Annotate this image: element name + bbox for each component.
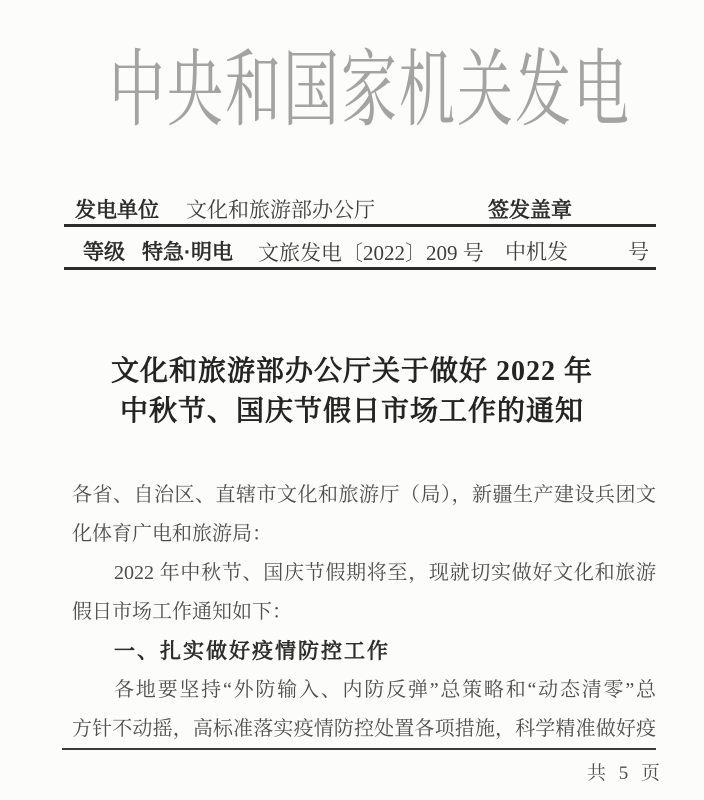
page-count: 共 5 页 — [586, 763, 664, 784]
body-line: 假日市场工作通知如下： — [72, 601, 292, 623]
body-line: 2022 年中秋节、国庆节假期将至，现就切实做好文化和旅游 — [114, 562, 656, 584]
body-line: 各地要坚持“外防输入、内防反弹”总策略和“动态清零”总 — [114, 679, 656, 701]
letterhead — [0, 14, 704, 154]
document-body — [72, 476, 656, 749]
document-title-line2: 中秋节、国庆节假日市场工作的通知 — [119, 396, 584, 427]
priority-level-value: 特急·明电 — [142, 241, 233, 264]
header-rule-1 — [64, 224, 656, 227]
body-line: 各省、自治区、直辖市文化和旅游厅（局），新疆生产建设兵团文 — [72, 484, 656, 506]
body-line: 方针不动摇，高标准落实疫情防控处置各项措施，科学精准做好疫 — [72, 718, 656, 740]
document-title — [0, 352, 704, 432]
body-line: 化体育广电和旅游局： — [72, 523, 272, 545]
signature-seal-label: 签发盖章 — [488, 199, 572, 222]
footer-rule — [62, 748, 656, 750]
sending-unit-label: 发电单位 — [75, 199, 159, 222]
document-number: 文旅发电〔2022〕209 号 — [258, 241, 484, 265]
priority-level-label: 等级 — [83, 241, 125, 264]
sending-unit-value: 文化和旅游部办公厅 — [186, 198, 375, 222]
org-reference: 中机发 — [505, 240, 568, 264]
section-heading: 一、扎实做好疫情防控工作 — [114, 640, 390, 663]
document-title-line1: 文化和旅游部办公厅关于做好 2022 年 — [110, 356, 593, 387]
header-rule-2 — [64, 267, 656, 270]
reference-number-suffix: 号 — [628, 240, 649, 264]
letterhead-title: 中央和国家机关发电 — [109, 45, 631, 138]
